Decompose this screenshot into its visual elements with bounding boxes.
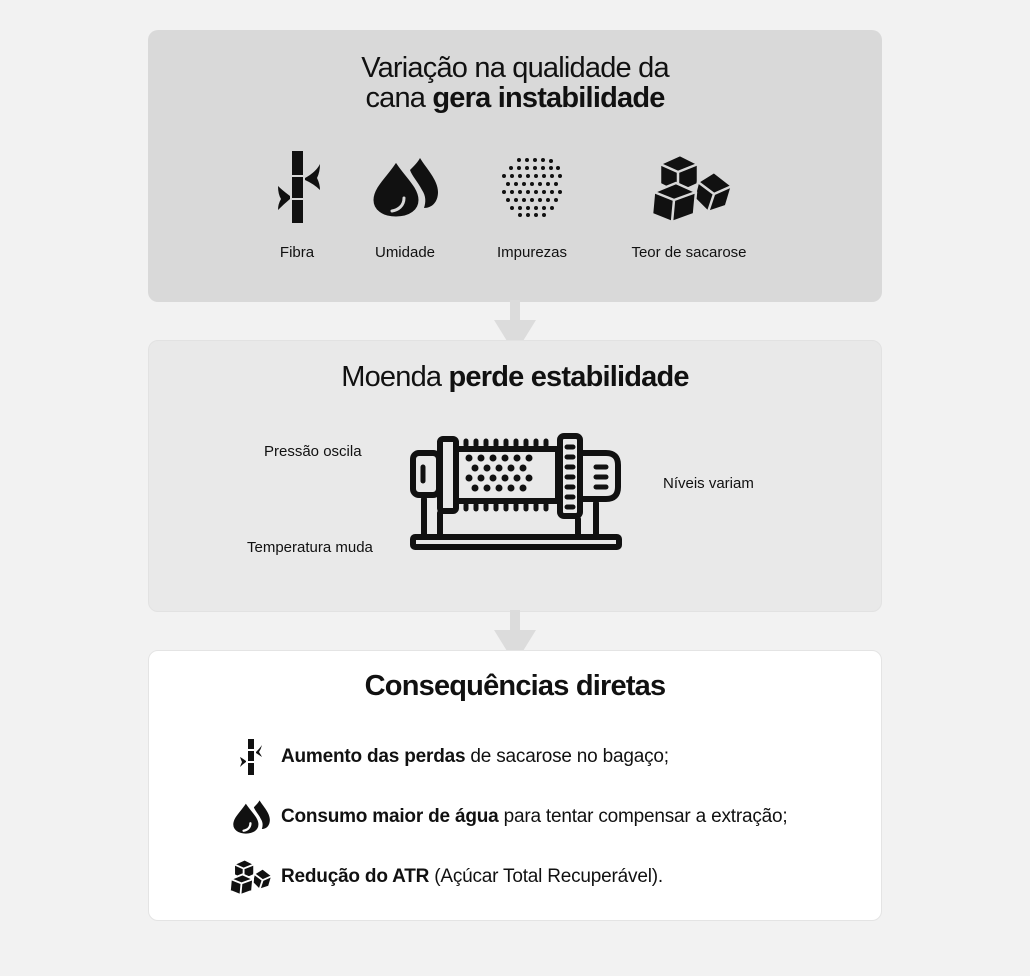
step-card-cane-quality: [148, 30, 882, 302]
factor-fibra: [276, 150, 322, 224]
factor-teor-sacarose: [650, 152, 734, 224]
factor-label-fibra: Fibra: [279, 244, 315, 261]
step1-title-regular: cana: [365, 82, 433, 114]
step-card-mill-instability: [148, 340, 882, 612]
factor-label-impurezas: Impurezas: [496, 244, 568, 261]
consequence-item: [221, 727, 787, 787]
step-card-consequences: [148, 650, 882, 921]
consequence-text: [281, 806, 787, 828]
consequence-bold: Consumo maior de água: [281, 806, 499, 827]
water-drops-icon: [231, 798, 271, 836]
label-levels: Níveis variam: [663, 475, 754, 492]
step1-title-line2: [148, 83, 882, 113]
consequence-rest: de sacarose no bagaço;: [465, 746, 669, 767]
step2-title-bold: perde estabilidade: [448, 361, 689, 393]
consequence-text: [281, 746, 669, 768]
step3-title: Consequências diretas: [364, 670, 666, 702]
step1-title: [148, 53, 882, 113]
consequence-item: [221, 787, 787, 847]
consequence-rest: (Açúcar Total Recuperável).: [429, 866, 663, 887]
step1-title-line1: Variação na qualidade da: [361, 52, 669, 84]
factor-label-teor-sacarose: Teor de sacarose: [631, 244, 747, 261]
dots-pattern-icon: [500, 156, 566, 218]
factor-label-umidade: Umidade: [374, 244, 436, 261]
consequences-list: [221, 727, 787, 907]
consequence-bold: Aumento das perdas: [281, 746, 466, 767]
bamboo-icon: [240, 739, 262, 775]
factor-impurezas: [500, 156, 566, 218]
factor-umidade: [370, 154, 440, 220]
label-temperature: Temperatura muda: [247, 539, 373, 556]
consequence-rest: para tentar compensar a extração;: [498, 806, 788, 827]
step2-title: [149, 362, 881, 392]
bamboo-icon: [276, 150, 322, 224]
water-drops-icon: [370, 154, 440, 220]
sugar-cubes-icon: [650, 152, 734, 224]
sugar-cubes-icon: [228, 858, 274, 896]
consequence-bold: Redução do ATR: [281, 866, 430, 887]
label-pressure: Pressão oscila: [264, 443, 362, 460]
consequence-text: [281, 866, 663, 888]
step2-title-regular: Moenda: [341, 361, 449, 393]
step1-title-bold: gera instabilidade: [432, 82, 665, 114]
consequence-item: [221, 847, 787, 907]
sugar-mill-roller-icon: [410, 433, 622, 551]
